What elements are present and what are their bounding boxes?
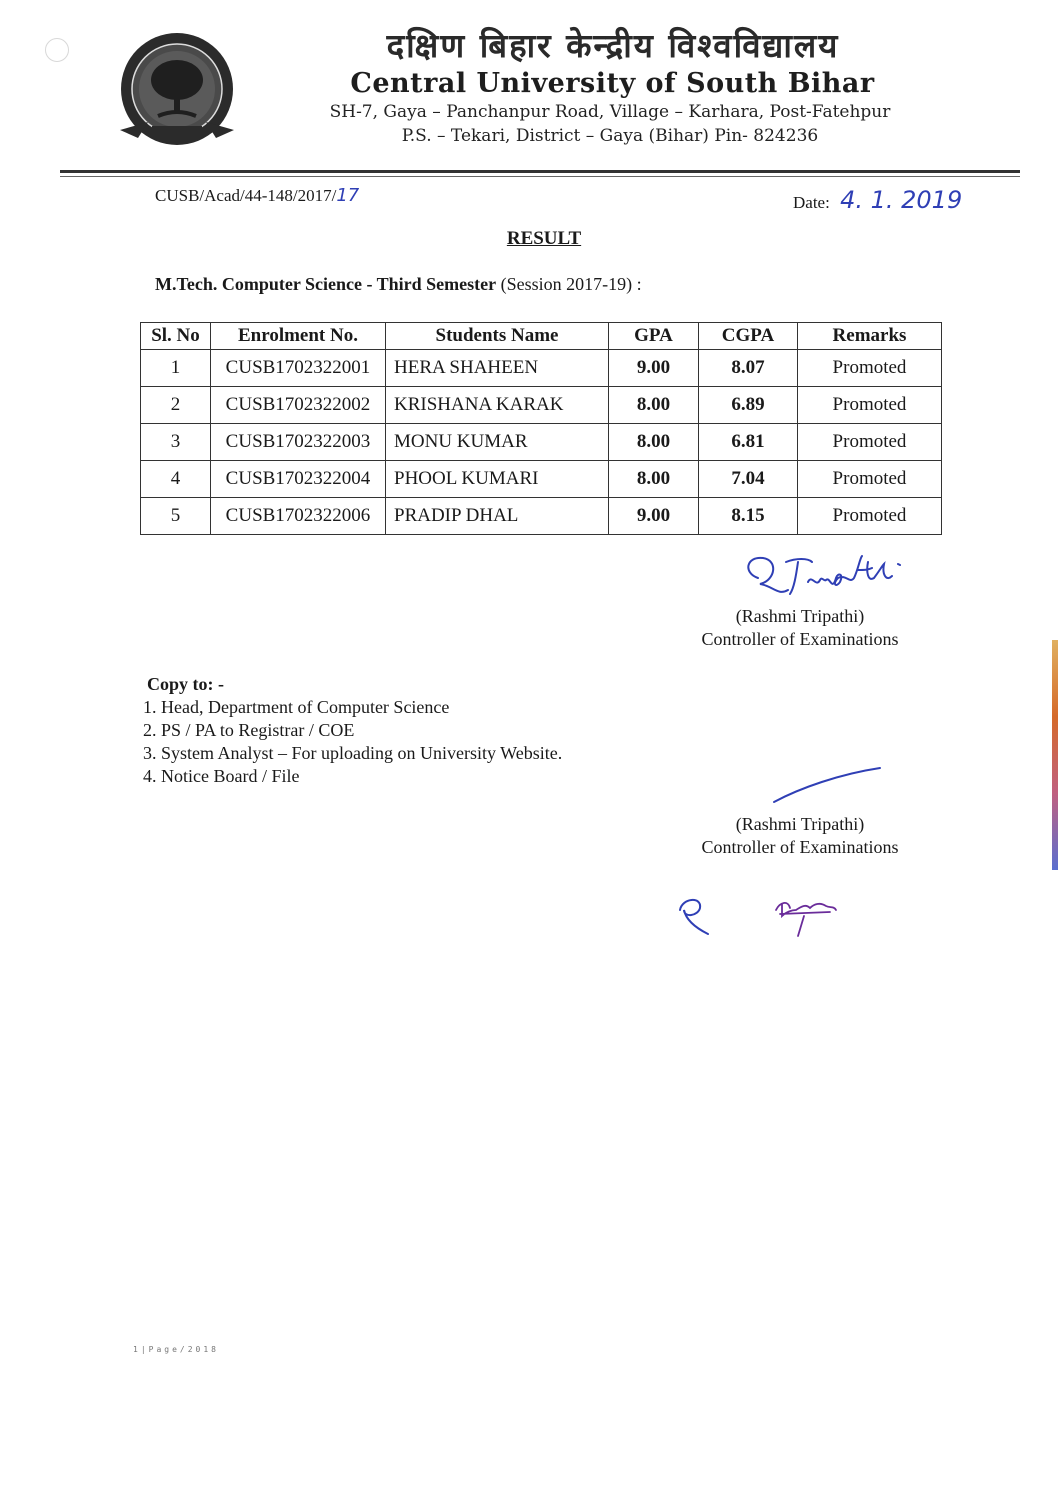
copy-to-heading: Copy to: - <box>147 674 224 694</box>
cell-cgpa: 7.04 <box>699 461 798 498</box>
page-footer: 1|Page/2018 <box>133 1345 219 1354</box>
header-divider <box>60 170 1020 173</box>
signatory-2-name: (Rashmi Tripathi) <box>735 814 865 834</box>
cell-cgpa: 6.81 <box>699 424 798 461</box>
cell-student-name: PHOOL KUMARI <box>386 461 609 498</box>
handwritten-signature-1 <box>738 548 918 608</box>
university-name-hindi: दक्षिण बिहार केन्द्रीय विश्वविद्यालय <box>386 26 840 65</box>
cell-student-name: PRADIP DHAL <box>386 498 609 535</box>
cell-gpa: 9.00 <box>609 498 699 535</box>
header-gpa: GPA <box>609 323 699 350</box>
scan-edge-artifact <box>1052 640 1058 870</box>
table-header-row <box>141 323 942 350</box>
table-row <box>141 498 942 535</box>
cell-sl-no: 4 <box>141 461 211 498</box>
cell-remarks: Promoted <box>798 424 942 461</box>
list-item: 2. PS / PA to Registrar / COE <box>143 720 355 740</box>
reference-number <box>155 185 359 206</box>
cell-gpa: 9.00 <box>609 350 699 387</box>
list-item: 3. System Analyst – For uploading on University Website. <box>143 743 563 763</box>
reference-number-text: CUSB/Acad/44-148/2017/ <box>155 186 337 205</box>
cell-sl-no: 2 <box>141 387 211 424</box>
address-line-1: SH-7, Gaya – Panchanpur Road, Village – Karhara, Post-Fatehpur <box>329 102 891 122</box>
cell-remarks: Promoted <box>798 350 942 387</box>
handwritten-initials <box>670 880 850 940</box>
header-student-name: Students Name <box>386 323 609 350</box>
table-row <box>141 424 942 461</box>
cell-student-name: HERA SHAHEEN <box>386 350 609 387</box>
signatory-2-designation: Controller of Examinations <box>701 837 899 857</box>
cell-gpa: 8.00 <box>609 424 699 461</box>
cell-remarks: Promoted <box>798 387 942 424</box>
result-table <box>140 322 942 535</box>
cell-student-name: KRISHANA KARAK <box>386 387 609 424</box>
university-name-english: Central University of South Bihar <box>350 68 875 99</box>
course-session: (Session 2017-19) : <box>496 274 642 294</box>
cell-enrolment-no: CUSB1702322002 <box>211 387 386 424</box>
header-remarks: Remarks <box>798 323 942 350</box>
cell-cgpa: 6.89 <box>699 387 798 424</box>
signatory-1-name: (Rashmi Tripathi) <box>735 606 865 626</box>
list-item: 4. Notice Board / File <box>143 766 300 786</box>
cell-enrolment-no: CUSB1702322001 <box>211 350 386 387</box>
header-sl-no: Sl. No <box>141 323 211 350</box>
cell-cgpa: 8.15 <box>699 498 798 535</box>
date-label: Date: <box>793 193 830 212</box>
cell-sl-no: 1 <box>141 350 211 387</box>
cell-student-name: MONU KUMAR <box>386 424 609 461</box>
reference-suffix-handwritten: 17 <box>336 185 360 206</box>
cell-enrolment-no: CUSB1702322004 <box>211 461 386 498</box>
table-row <box>141 387 942 424</box>
university-seal-logo <box>118 30 236 148</box>
cell-remarks: Promoted <box>798 461 942 498</box>
table-row <box>141 350 942 387</box>
header-divider-thin <box>60 176 1020 177</box>
cell-sl-no: 5 <box>141 498 211 535</box>
punch-hole-mark <box>45 38 69 62</box>
handwritten-signature-2 <box>770 760 885 805</box>
header-enrolment-no: Enrolment No. <box>211 323 386 350</box>
course-line <box>155 274 642 295</box>
cell-enrolment-no: CUSB1702322006 <box>211 498 386 535</box>
cell-remarks: Promoted <box>798 498 942 535</box>
issue-date <box>793 186 962 214</box>
date-handwritten: 4. 1. 2019 <box>840 186 963 214</box>
signatory-1-designation: Controller of Examinations <box>701 629 899 649</box>
table-row <box>141 461 942 498</box>
cell-gpa: 8.00 <box>609 387 699 424</box>
list-item: 1. Head, Department of Computer Science <box>143 697 450 717</box>
document-title: RESULT <box>506 228 582 249</box>
address-line-2: P.S. – Tekari, District – Gaya (Bihar) Pin- 824236 <box>401 126 819 146</box>
cell-gpa: 8.00 <box>609 461 699 498</box>
course-name: M.Tech. Computer Science - Third Semester <box>155 274 497 294</box>
copy-to-list <box>143 696 562 788</box>
cell-sl-no: 3 <box>141 424 211 461</box>
cell-enrolment-no: CUSB1702322003 <box>211 424 386 461</box>
header-cgpa: CGPA <box>699 323 798 350</box>
cell-cgpa: 8.07 <box>699 350 798 387</box>
